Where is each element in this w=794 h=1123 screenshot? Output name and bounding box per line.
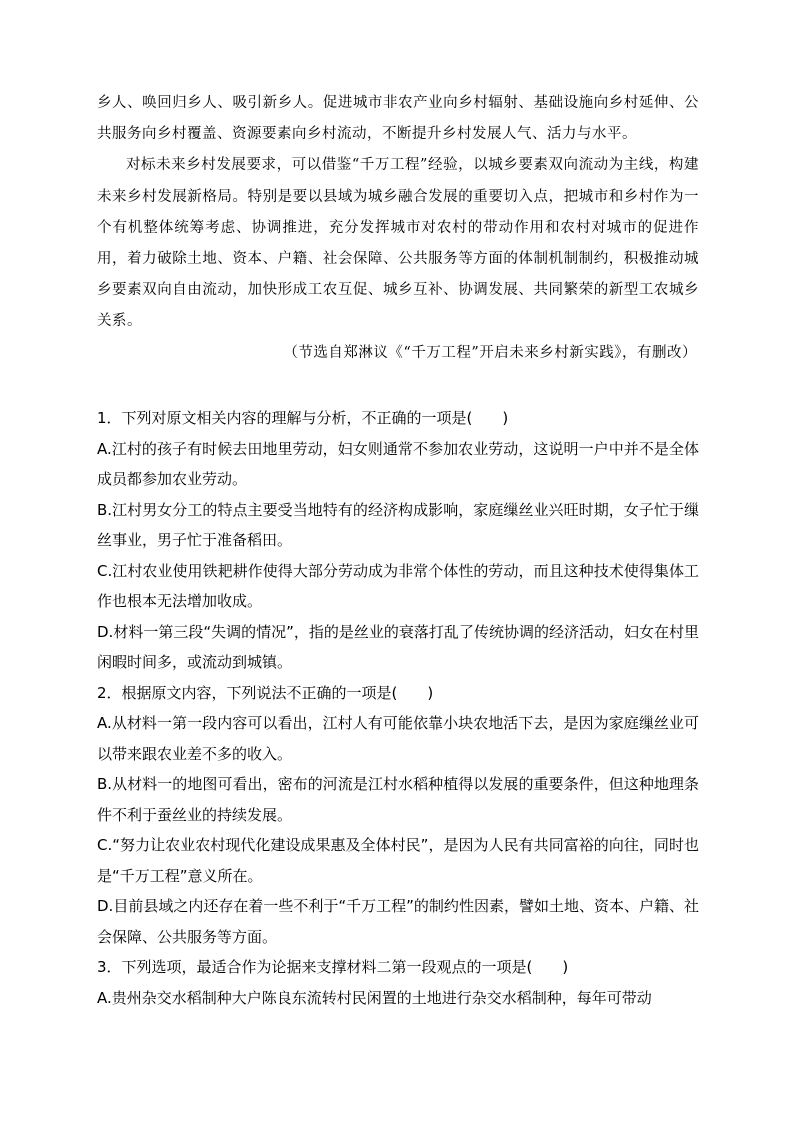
option-c: C.江村农业使用铁耙耕作使得大部分劳动成为非常个体性的劳动，而且这种技术使得集体工作也根本无法增加收成。 (97, 561, 699, 610)
question-stem: 3．下列选项，最适合作为论据来支撑材料二第一段观点的一项是( ) (97, 958, 569, 976)
question-2 (97, 678, 699, 953)
option-b: B.江村男女分工的特点主要受当地特有的经济构成影响，家庭缫丝业兴旺时期，女子忙于缫丝事业，男子忙于准备稻田。 (97, 500, 699, 549)
option-a: A.江村的孩子有时候去田地里劳动，妇女则通常不参加农业劳动，这说明一户中并不是全体成员都参加农业劳动。 (97, 439, 699, 488)
question-stem: 1．下列对原文相关内容的理解与分析，不正确的一项是( ) (97, 409, 509, 427)
question-stem: 2．根据原文内容，下列说法不正确的一项是( ) (97, 683, 434, 702)
question-3 (97, 952, 699, 1013)
option-a: A.从材料一第一段内容可以看出，江村人有可能依靠小块农地活下去，是因为家庭缫丝业可以带来跟农业差不多的收入。 (97, 714, 699, 763)
passage-source: （节选自郑淋议《“千万工程”开启未来乡村新实践》，有删改） (283, 344, 697, 361)
question-1 (97, 403, 699, 678)
option-d: D.目前县域之内还存在着一些不利于“千万工程”的制约性因素，譬如土地、资本、户籍、社会保障、公共服务等方面。 (97, 897, 699, 946)
passage-paragraph: 对标未来乡村发展要求，可以借鉴“千万工程”经验，以城乡要素双向流动为主线，构建未来乡村发展新格局。特别是要以县域为城乡融合发展的重要切入点，把城市和乡村作为一个有机整体统筹考虑、协调推进，充分发挥城市对农村的带动作用和农村对城市的促进作用，着力破除土地、资本、户籍、社会保障、公共服务等方面的体制机制制约，积极推动城乡要素双向自由流动，加快形成工农互促、城乡互补、协调发展、共同繁荣的新型工农城乡关系。 (97, 157, 699, 330)
option-d: D.材料一第三段“失调的情况”，指的是丝业的衰落打乱了传统协调的经济活动，妇女在村里闲暇时间多，或流动到城镇。 (97, 622, 699, 671)
option-b: B.从材料一的地图可看出，密布的河流是江村水稻种植得以发展的重要条件，但这种地理条件不利于蚕丝业的持续发展。 (97, 775, 699, 824)
option-c: C.“努力让农业农村现代化建设成果惠及全体村民”，是因为人民有共同富裕的向往，同时也是“千万工程”意义所在。 (97, 836, 699, 885)
option-a: A.贵州杂交水稻制种大户陈良东流转村民闲置的土地进行杂交水稻制种，每年可带动 (97, 988, 652, 1007)
question-list (97, 403, 699, 1013)
passage-paragraph: 乡人、唤回归乡人、吸引新乡人。促进城市非农产业向乡村辐射、基础设施向乡村延伸、公共服务向乡村覆盖、资源要素向乡村流动，不断提升乡村发展人气、活力与水平。 (97, 95, 699, 143)
reading-passage (97, 88, 699, 369)
